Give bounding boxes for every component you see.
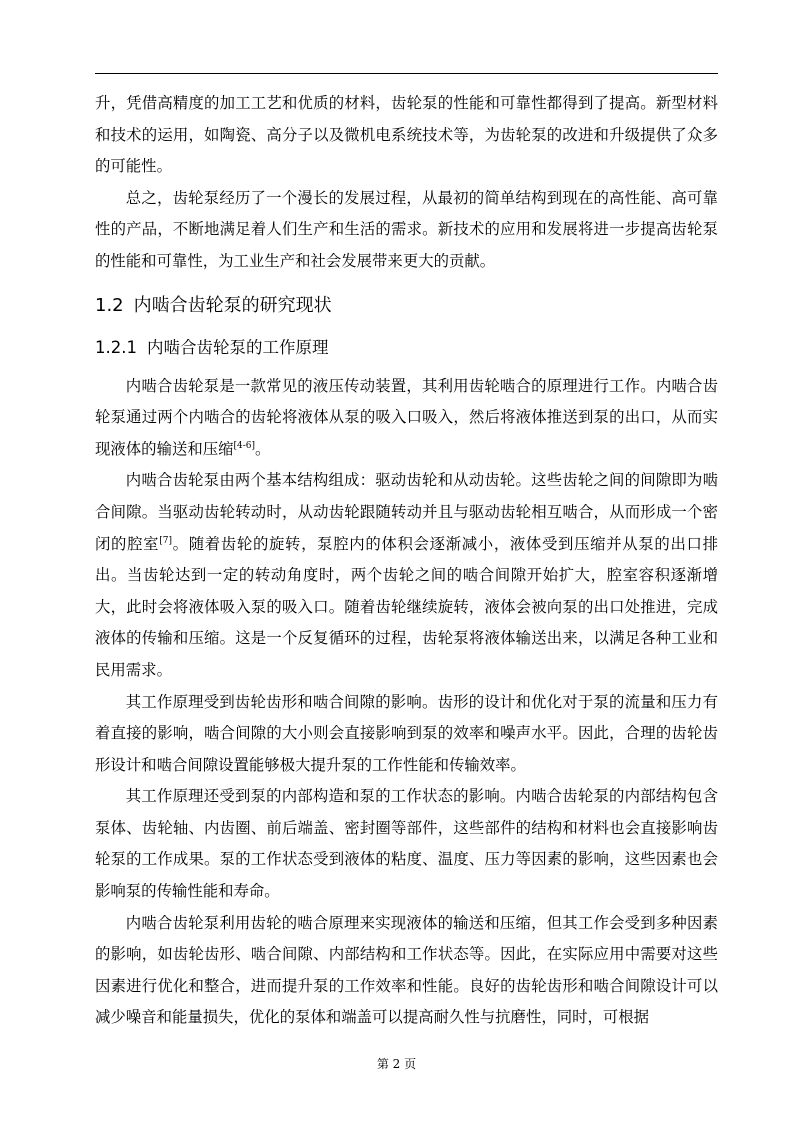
paragraph-tooth-profile: 其工作原理受到齿轮齿形和啮合间隙的影响。齿形的设计和优化对于泵的流量和压力有着直接的影响，啮合间隙的大小则会直接影响到泵的效率和噪声水平。因此，合理的齿轮齿形设计和啮合间隙设置能够极大提升泵的工作性能和传输效率。 (95, 692, 718, 774)
paragraph-intro-text: 内啮合齿轮泵是一款常见的液压传动装置，其利用齿轮啮合的原理进行工作。内啮合齿轮泵通过两个内啮合的齿轮将液体从泵的吸入口吸入，然后将液体推送到泵的出口，从而实现液体的输送和压缩 (95, 376, 718, 458)
citation-7: [7] (159, 535, 172, 546)
subsection-heading (95, 333, 718, 367)
paragraph-structure-text-a: 内啮合齿轮泵由两个基本结构组成：驱动齿轮和从动齿轮。这些齿轮之间的间隙即为啮合间隙。当驱动齿轮转动时，从动齿轮跟随转动并且与驱动齿轮相互啮合，从而形成一个密闭的腔室 (95, 471, 718, 553)
paragraph-structure-text-b: 。随着齿轮的旋转，泵腔内的体积会逐渐减小，液体受到压缩并从泵的出口排出。当齿轮达到一定的转动角度时，两个齿轮之间的啮合间隙开始扩大，腔室容积逐渐增大，此时会将液体吸入泵的吸入口。随着齿轮继续旋转，液体会被向泵的出口处推进，完成液体的传输和压缩。这是一个反复循环的过程，齿轮泵将液体输送出来，以满足各种工业和民用需求。 (95, 534, 718, 679)
paragraph-structure (95, 465, 718, 686)
section-heading (95, 291, 718, 333)
citation-4-6: [4-6] (233, 440, 256, 451)
paragraph-continued: 升，凭借高精度的加工工艺和优质的材料，齿轮泵的性能和可靠性都得到了提高。新型材料和技术的运用，如陶瓷、高分子以及微机电系统技术等，为齿轮泵的改进和升级提供了众多的可能性。 (95, 94, 718, 176)
subsection-title: 内啮合齿轮泵的工作原理 (146, 337, 329, 357)
header-rule (95, 73, 718, 74)
paragraph-intro (95, 371, 718, 466)
subsection-number: 1.2.1 (95, 337, 137, 357)
paragraph-conclusion: 内啮合齿轮泵利用齿轮的啮合原理来实现液体的输送和压缩，但其工作会受到多种因素的影响，如齿轮齿形、啮合间隙、内部结构和工作状态等。因此，在实际应用中需要对这些因素进行优化和整合，进而提升泵的工作效率和性能。良好的齿轮齿形和啮合间隙设计可以减少噪音和能量损失，优化的泵体和端盖可以提高耐久性与抗磨性，同时，可根据 (95, 913, 718, 1027)
page-content (95, 88, 718, 1034)
paragraph-summary: 总之，齿轮泵经历了一个漫长的发展过程，从最初的简单结构到现在的高性能、高可靠性的产品，不断地满足着人们生产和生活的需求。新技术的应用和发展将进一步提高齿轮泵的性能和可靠性，为工业生产和社会发展带来更大的贡献。 (95, 188, 718, 270)
paragraph-intro-tail: 。 (255, 439, 271, 458)
page-number: 第 2 页 (376, 1057, 417, 1071)
section-title: 内啮合齿轮泵的研究现状 (133, 294, 332, 316)
section-number: 1.2 (95, 294, 124, 316)
paragraph-internal-structure: 其工作原理还受到泵的内部构造和泵的工作状态的影响。内啮合齿轮泵的内部结构包含泵体、齿轮轴、内齿圈、前后端盖、密封圈等部件，这些部件的结构和材料也会直接影响齿轮泵的工作成果。泵的工作状态受到液体的粘度、温度、压力等因素的影响，这些因素也会影响泵的传输性能和寿命。 (95, 787, 718, 901)
